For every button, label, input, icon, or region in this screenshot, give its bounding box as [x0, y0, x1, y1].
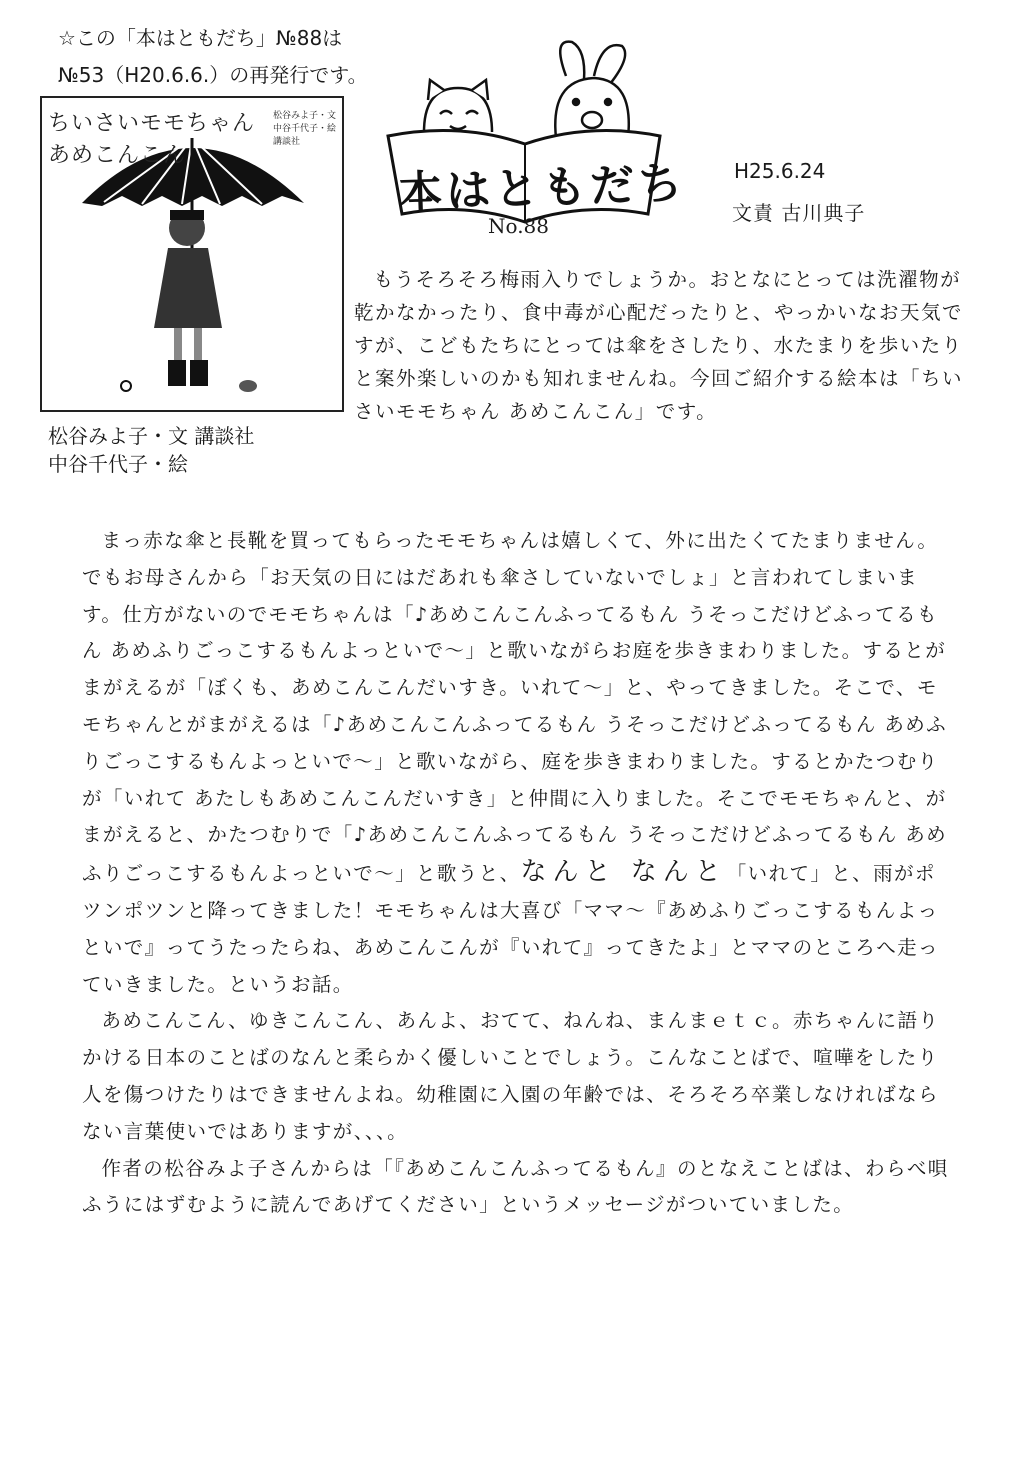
- cover-title: [48, 108, 255, 172]
- author-message-paragraph: 作者の松谷みよ子さんからは「『あめこんこんふってるもん』のとなえことばは、わらべ唄ふうにはずむように読んであげてください」というメッセージがついていました。: [82, 1156, 949, 1217]
- cover-credits: [273, 110, 336, 149]
- cover-credit-author: 松谷みよ子・文: [272, 111, 336, 121]
- intro-paragraph: [354, 263, 974, 428]
- story-text-part1: まっ赤な傘と長靴を買ってもらったモモちゃんは嬉しくて、外に出たくてたまりません。でもお母さんから「お天気の日にはだあれも傘さしていないでしょ」と言われてしまいます。仕方がないのでモモちゃんは「♪あめこんこんふってるもん うそっこだけどふってるもん あめふりごっこするもんよっといで～」と歌いながらお庭を歩きまわりました。するとがまがえるが「ぼくも、あめこんこんだいすき。いれて～」と、やってきました。そこで、モモちゃんとがまがえるは「♪あめこんこんふってるもん うそっこだけどふってるもん あめふりごっこするもんよっといで～」と歌いながら、庭を歩きまわりました。するとかたつむりが「いれて あたしもあめこんこんだいすき」と仲間に入りました。そこでモモちゃんと、がまがえると、かたつむりで「♪あめこんこんふってるもん うそっこだけどふってるもん あめふりごっこするもんよっといで～」と歌うと、: [82, 529, 948, 886]
- commentary-paragraph: あめこんこん、ゆきこんこん、あんよ、おてて、ねんね、まんまｅｔｃ。赤ちゃんに語りかける日本のことばのなんと柔らかく優しいことでしょう。こんなことばで、喧嘩をしたり人を傷つけたりはできませんよね。幼稚園に入園の年齢では、そろそろ卒業しなければならない言葉使いではありますが、、、。: [82, 1009, 940, 1143]
- newsletter-issue-number: No.88: [488, 214, 549, 238]
- story-paragraph: [82, 523, 952, 1003]
- reissue-note: [58, 20, 368, 94]
- cover-credit-illustrator: 中谷千代子・絵: [272, 124, 336, 134]
- story-emphasis: なんと なんと: [520, 857, 727, 888]
- cover-title-line2: あめこんこん: [48, 143, 187, 168]
- book-cover-image: [40, 96, 344, 412]
- book-credits-line2: 中谷千代子・絵: [48, 452, 188, 476]
- responsible-author: 文責 古川典子: [732, 201, 866, 225]
- cover-credit-publisher: 講談社: [272, 137, 300, 147]
- intro-text: もうそろそろ梅雨入りでしょうか。おとなにとっては洗濯物が乾かなかったり、食中毒が心配だったりと、やっかいなお天気ですが、こどもたちにとっては傘をさしたり、水たまりを歩いたりと案外楽しいのかも知れませんね。今回ご紹介する絵本は「ちいさいモモちゃん あめこんこん」です。: [354, 268, 964, 423]
- reissue-note-line2: №53（H20.6.6.）の再発行です。: [58, 63, 368, 87]
- book-credits: [48, 422, 254, 478]
- book-credits-line1: 松谷みよ子・文 講談社: [48, 424, 255, 448]
- issue-date: H25.6.24: [734, 159, 826, 183]
- article-body: [82, 523, 952, 1224]
- story-text-part2: 「いれて」と、雨がポツンポツンと降ってきました！モモちゃんは大喜び「ママ～『あめふりごっこするもんよっといで』ってうたったらね、あめこんこんが『いれて』ってきたよ」とママのところへ走っていきました。というお話。: [82, 862, 939, 996]
- newsletter-logo-title: 本はともだち: [397, 157, 687, 220]
- cover-title-line1: ちいさいモモちゃん: [48, 111, 256, 136]
- reissue-note-line1: ☆この「本はともだち」№88は: [58, 26, 343, 50]
